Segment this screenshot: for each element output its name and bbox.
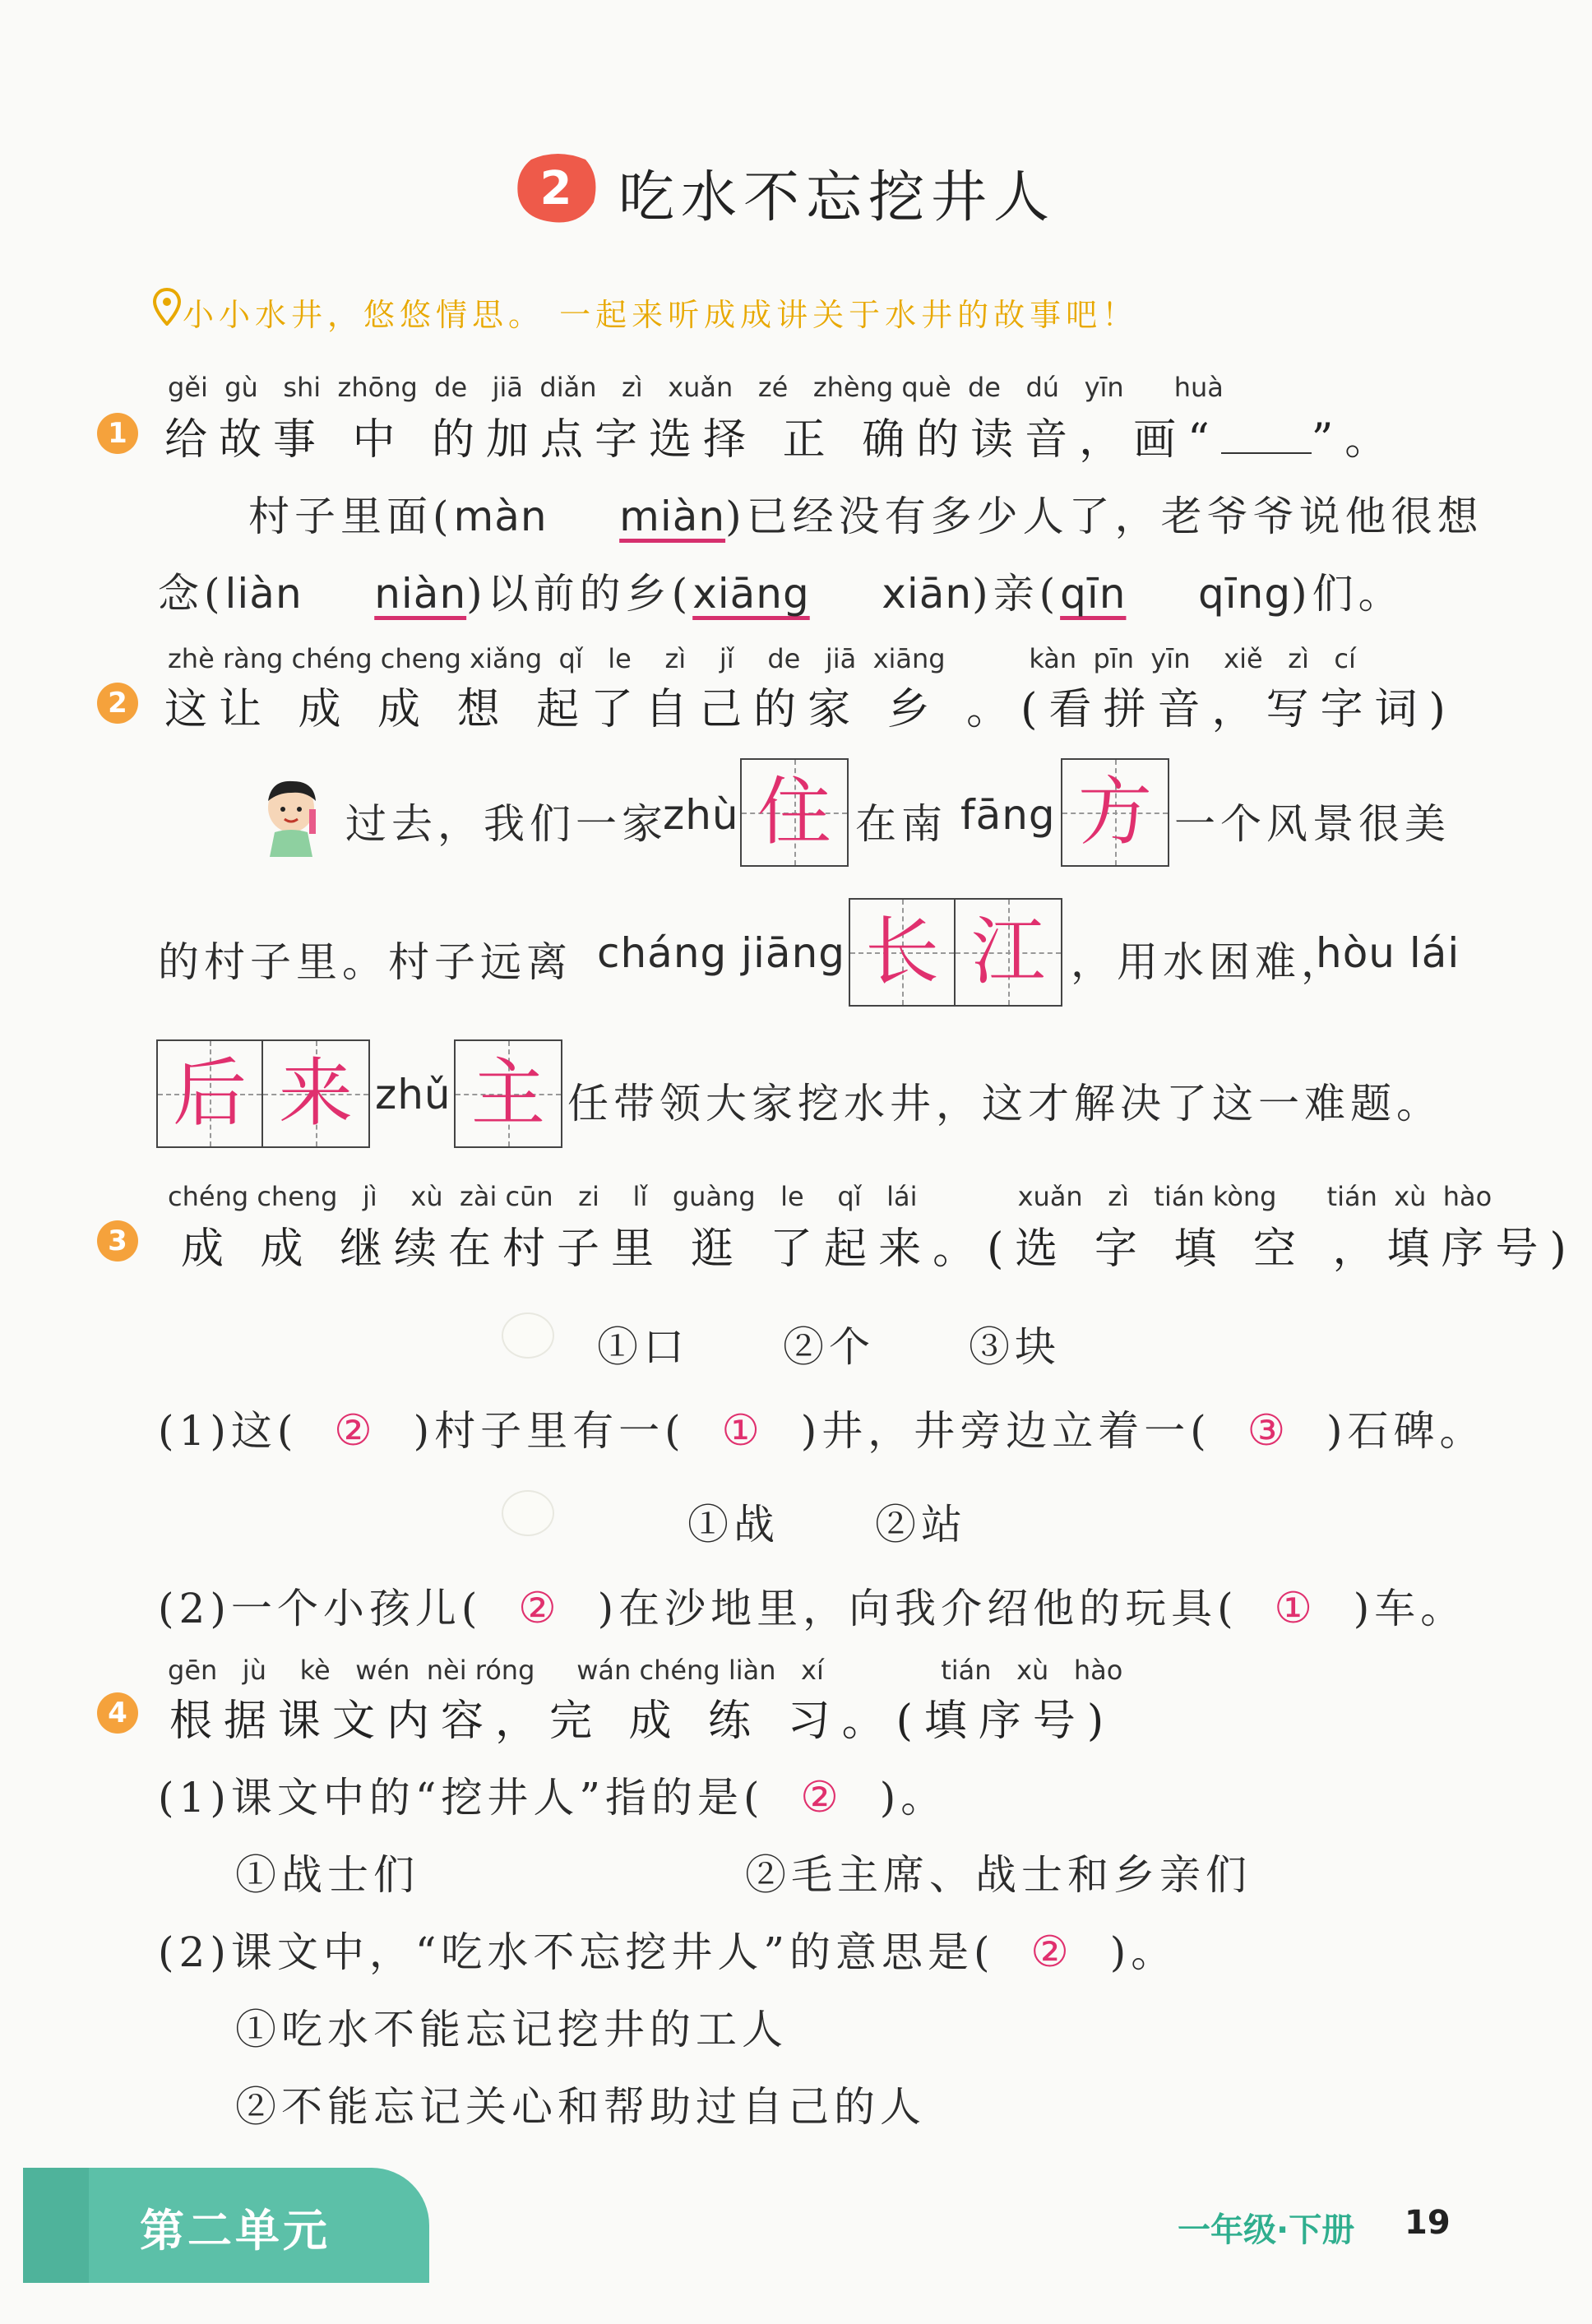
q3-s2-text: )车。 xyxy=(1353,1585,1467,1632)
q4-s2-option-2: ②不能忘记关心和帮助过自己的人 xyxy=(235,2083,926,2131)
pinyin-option-selected[interactable]: miàn xyxy=(619,493,726,540)
q2-line-1-a: 过去，我们一家 xyxy=(345,800,668,848)
q1-line2-text: )们。 xyxy=(1291,570,1405,618)
q1-line1-pre: 村子里面( xyxy=(248,493,454,540)
q1-line2-text: 念( xyxy=(158,570,225,618)
handwritten-answer: 后 xyxy=(173,1050,247,1137)
pinyin-option-selected[interactable]: qīn xyxy=(1060,570,1127,618)
q2-line-3-b: 任带领大家挖水井，这才解决了这一难题。 xyxy=(567,1080,1442,1127)
q3-pinyin: chéng cheng jì xù zài cūn zi lǐ guàng le qǐ lái xuǎn zì tián kòng tián xù hào xyxy=(168,1181,1492,1212)
handwritten-answer: 方 xyxy=(1078,769,1152,855)
grid-cell[interactable] xyxy=(1062,760,1168,865)
q1-instruction xyxy=(164,405,1399,466)
q3-s2-text: (2)一个小孩儿( xyxy=(158,1585,483,1632)
grid-cell[interactable] xyxy=(742,760,847,865)
q3-s1-text: )石碑。 xyxy=(1326,1407,1486,1455)
pinyin-option[interactable]: qīng xyxy=(1198,570,1292,618)
boy-avatar-icon xyxy=(255,776,329,859)
q3-option-4: ①战 xyxy=(687,1501,780,1549)
q1-pinyin: gěi gù shi zhōng de jiā diǎn zì xuǎn zé zhèng què de dú yīn huà xyxy=(168,372,1224,403)
grid-cell[interactable] xyxy=(158,1041,263,1146)
grid-cell[interactable] xyxy=(850,900,956,1005)
grid-cell[interactable] xyxy=(263,1041,368,1146)
answer-mark[interactable]: ① xyxy=(1274,1584,1317,1633)
q2-line-2-b: ，用水困难， xyxy=(1071,938,1347,986)
page-number: 19 xyxy=(1405,2204,1451,2242)
answer-grid-zhu[interactable] xyxy=(740,758,849,867)
answer-grid-fang[interactable] xyxy=(1061,758,1169,867)
pinyin-option[interactable]: màn xyxy=(453,493,548,540)
pinyin-option-selected[interactable]: xiāng xyxy=(692,570,810,618)
q4-instruction: 根据课文内容，完 成 练 习。(填序号) xyxy=(169,1697,1116,1746)
q4-s1-option-2: ②毛主席、战士和乡亲们 xyxy=(745,1851,1252,1899)
unit-tab-stripe xyxy=(23,2168,89,2283)
handwritten-answer: 来 xyxy=(279,1050,353,1137)
handwritten-answer: 江 xyxy=(971,909,1045,995)
answer-mark[interactable]: ① xyxy=(721,1406,765,1456)
pinyin-option-selected[interactable]: niàn xyxy=(374,570,467,618)
q3-s1-text: )村子里有一( xyxy=(413,1407,686,1455)
bubble-decoration-icon xyxy=(502,1490,554,1536)
grid-cell[interactable] xyxy=(956,900,1061,1005)
q3-option-2: ②个 xyxy=(783,1323,875,1371)
q2-pinyin-1: zhù xyxy=(663,791,739,839)
q1-instruction-end: ”。 xyxy=(1311,415,1400,465)
answer-mark[interactable]: ③ xyxy=(1247,1406,1291,1456)
q2-pinyin-4: hòu lái xyxy=(1316,929,1460,977)
q3-sentence-2 xyxy=(158,1576,1466,1635)
q1-line1-post: )已经没有多少人了，老爷爷说他很想 xyxy=(725,493,1483,540)
q4-pinyin: gēn jù kè wén nèi róng wán chéng liàn xí tián xù hào xyxy=(168,1655,1123,1686)
handwritten-answer: 住 xyxy=(757,769,831,855)
q4-s1-text: (1)课文中的“挖井人”指的是( xyxy=(158,1774,765,1822)
q2-pinyin-2: fāng xyxy=(960,791,1056,839)
handwritten-answer: 主 xyxy=(471,1050,545,1137)
pinyin-option[interactable]: xiān xyxy=(882,570,973,618)
q3-number: 3 xyxy=(97,1220,138,1262)
q2-line-1-b: 在南 xyxy=(855,800,947,848)
answer-mark[interactable]: ② xyxy=(334,1406,377,1456)
unit-label: 第二单元 xyxy=(140,2205,331,2257)
bubble-decoration-icon xyxy=(502,1312,554,1359)
answer-grid-changjiang[interactable] xyxy=(849,898,1062,1007)
q1-line-1 xyxy=(248,484,1483,543)
q3-s1-text: (1)这( xyxy=(158,1407,298,1455)
pinyin-option[interactable]: liàn xyxy=(224,570,303,618)
q1-number: 1 xyxy=(97,413,138,454)
q3-s1-text: )井，井旁边立着一( xyxy=(800,1407,1211,1455)
q4-sentence-1 xyxy=(158,1765,946,1824)
lesson-number: 2 xyxy=(539,162,572,215)
q2-pinyin-5: zhǔ xyxy=(375,1071,451,1118)
answer-mark[interactable]: ② xyxy=(1030,1928,1074,1977)
q2-pinyin-3: cháng jiāng xyxy=(597,929,845,977)
q4-s2-text: (2)课文中，“吃水不忘挖井人”的意思是( xyxy=(158,1928,995,1976)
q1-line2-text: )亲( xyxy=(972,570,1061,618)
intro-text: 小小水井，悠悠情思。 一起来听成成讲关于水井的故事吧！ xyxy=(183,297,1139,333)
q2-line-2-a: 的村子里。村子远离 xyxy=(158,938,572,986)
answer-mark[interactable]: ② xyxy=(518,1584,562,1633)
q1-line2-text: )以前的乡( xyxy=(466,570,693,618)
q3-sentence-1 xyxy=(158,1398,1486,1457)
q4-number: 4 xyxy=(97,1692,138,1734)
q4-sentence-2 xyxy=(158,1919,1177,1979)
location-pin-icon xyxy=(153,288,181,326)
q3-option-5: ②站 xyxy=(875,1501,967,1549)
lesson-number-badge xyxy=(515,151,600,225)
q3-instruction: 成 成 继续在村子里 逛 了起来。(选 字 填 空 ，填序号) xyxy=(181,1224,1578,1274)
lesson-title: 吃水不忘挖井人 xyxy=(618,165,1057,230)
q3-s2-text: )在沙地里，向我介绍他的玩具( xyxy=(597,1585,1238,1632)
q4-s2-option-1: ①吃水不能忘记挖井的工人 xyxy=(235,2006,788,2053)
q2-instruction: 这让 成 成 想 起了自己的家 乡 。(看拼音，写字词) xyxy=(164,685,1457,734)
q4-s1-option-1: ①战士们 xyxy=(235,1851,419,1899)
q4-s2-text: )。 xyxy=(1109,1928,1178,1976)
answer-mark[interactable]: ② xyxy=(800,1773,844,1822)
q4-s1-text: )。 xyxy=(879,1774,947,1822)
grid-cell[interactable] xyxy=(456,1041,561,1146)
q3-option-1: ①口 xyxy=(597,1323,689,1371)
q1-instruction-text: 给故事 中 的加点字选择 正 确的读音，画“ xyxy=(164,415,1221,465)
q1-line-2 xyxy=(158,561,1405,620)
answer-blank xyxy=(1221,419,1312,454)
answer-grid-houlai[interactable] xyxy=(156,1039,370,1148)
q3-option-3: ③块 xyxy=(969,1323,1061,1371)
q2-pinyin: zhè ràng chéng cheng xiǎng qǐ le zì jǐ de jiā xiāng kàn pīn yīn xiě zì cí xyxy=(168,643,1356,674)
handwritten-answer: 长 xyxy=(865,909,939,995)
q2-number: 2 xyxy=(97,683,138,724)
grade-label: 一年级·下册 xyxy=(1178,2211,1355,2249)
answer-grid-zhu2[interactable] xyxy=(454,1039,562,1148)
q2-line-1-c: 一个风景很美 xyxy=(1174,800,1451,848)
